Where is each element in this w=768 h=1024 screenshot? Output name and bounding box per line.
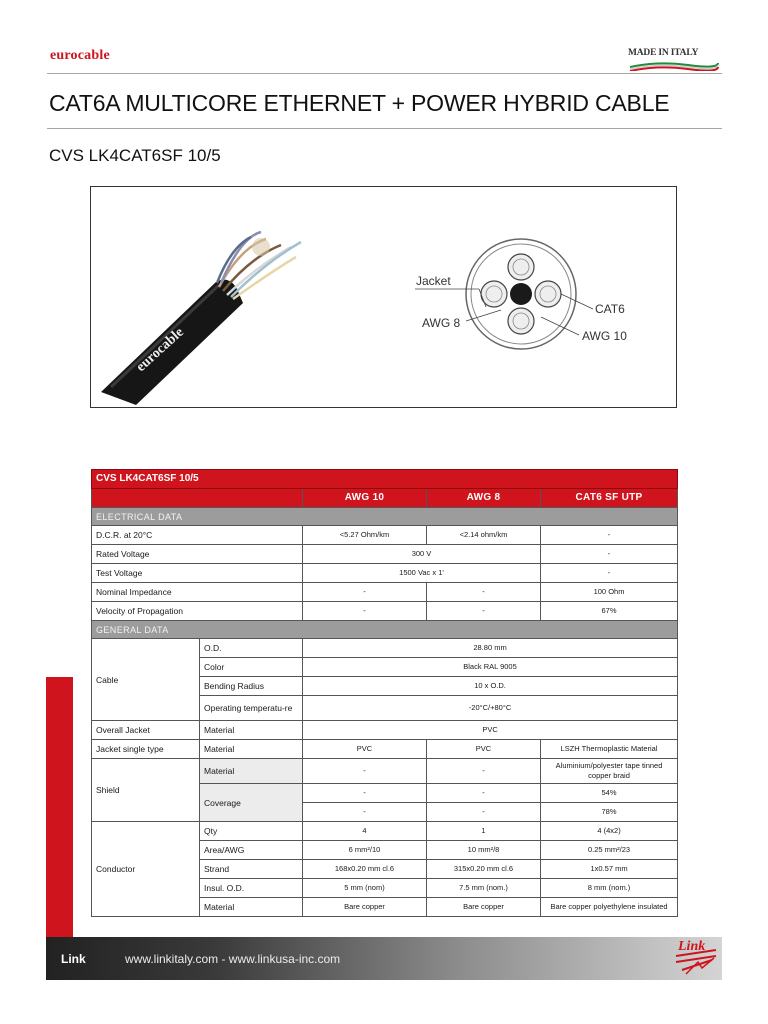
row-label: Material — [200, 759, 303, 784]
table-row — [92, 740, 678, 759]
cell-value: 10 mm²/8 — [427, 841, 541, 860]
table-row — [92, 759, 678, 784]
cell-value: - — [541, 545, 678, 564]
link-logo-text: Link — [678, 939, 706, 954]
cell-value: 8 mm (nom.) — [541, 879, 678, 898]
cell-value: 0.25 mm²/23 — [541, 841, 678, 860]
cell-value: 100 Ohm — [541, 583, 678, 602]
table-row — [92, 583, 678, 602]
italian-flag-swoosh-icon — [628, 59, 720, 71]
table-row — [92, 564, 678, 583]
row-sublabel: Material — [200, 721, 303, 740]
section-title: GENERAL DATA — [92, 621, 678, 639]
row-label: O.D. — [200, 639, 303, 658]
table-row — [92, 639, 678, 658]
cell-value: PVC — [427, 740, 541, 759]
cell-value: 6 mm²/10 — [303, 841, 427, 860]
section-row-electrical — [92, 508, 678, 526]
cell-value: PVC — [303, 721, 678, 740]
cell-value: 10 x O.D. — [303, 677, 678, 696]
column-header-blank — [92, 489, 303, 508]
section-row-general — [92, 621, 678, 639]
column-header-cat6: CAT6 SF UTP — [541, 489, 678, 508]
row-label: Insul. O.D. — [200, 879, 303, 898]
cable-print-text: eurocable — [133, 324, 187, 375]
table-row — [92, 822, 678, 841]
callout-cat6: CAT6 — [595, 302, 625, 316]
callout-awg8: AWG 8 — [422, 316, 461, 330]
cell-value: 168x0.20 mm cl.6 — [303, 860, 427, 879]
cell-value: LSZH Thermoplastic Material — [541, 740, 678, 759]
cell-value: - — [303, 784, 427, 803]
column-header-row — [92, 489, 678, 508]
cable-figure — [90, 186, 677, 408]
cell-value: - — [427, 759, 541, 784]
callout-jacket: Jacket — [416, 274, 451, 288]
cross-section-diagram — [466, 239, 576, 349]
row-label: Test Voltage — [92, 564, 303, 583]
cell-value: 7.5 mm (nom.) — [427, 879, 541, 898]
cell-value: 4 — [303, 822, 427, 841]
row-label: Area/AWG — [200, 841, 303, 860]
row-sublabel: Material — [200, 740, 303, 759]
row-label: Operating temperatu-re — [200, 696, 303, 721]
cell-value: - — [427, 784, 541, 803]
row-label: Strand — [200, 860, 303, 879]
row-label: Nominal Impedance — [92, 583, 303, 602]
row-label: Velocity of Propagation — [92, 602, 303, 621]
cell-value: PVC — [303, 740, 427, 759]
product-code: CVS LK4CAT6SF 10/5 — [49, 146, 221, 165]
specs-table — [91, 469, 678, 917]
group-label-shield: Shield — [92, 759, 200, 822]
row-label: Qty — [200, 822, 303, 841]
cell-value: - — [427, 803, 541, 822]
cell-value: - — [303, 583, 427, 602]
cell-value: 300 V — [303, 545, 541, 564]
cell-value: - — [427, 602, 541, 621]
row-label: Material — [200, 898, 303, 917]
cell-value: - — [541, 564, 678, 583]
table-title: CVS LK4CAT6SF 10/5 — [92, 470, 678, 489]
group-label-conductor: Conductor — [92, 822, 200, 917]
cell-value: - — [303, 602, 427, 621]
cell-value: Black RAL 9005 — [303, 658, 678, 677]
footer-websites-link[interactable]: www.linkitaly.com - www.linkusa-inc.com — [125, 952, 341, 966]
cell-value: 4 (4x2) — [541, 822, 678, 841]
callout-awg10: AWG 10 — [582, 329, 627, 343]
brand-logo: eurocable — [50, 48, 110, 63]
cell-value: Bare copper — [303, 898, 427, 917]
row-label: Coverage — [200, 784, 303, 822]
cell-value: 5 mm (nom) — [303, 879, 427, 898]
cell-value: 28.80 mm — [303, 639, 678, 658]
cell-value: <5.27 Ohm/km — [303, 526, 427, 545]
cell-value: - — [427, 583, 541, 602]
cell-value: Bare copper — [427, 898, 541, 917]
table-row — [92, 721, 678, 740]
cell-value: - — [541, 526, 678, 545]
page-title: CAT6A MULTICORE ETHERNET + POWER HYBRID CABLE — [49, 90, 670, 116]
section-title: ELECTRICAL DATA — [92, 508, 678, 526]
row-label: Rated Voltage — [92, 545, 303, 564]
cell-value: Bare copper polyethylene insulated — [541, 898, 678, 917]
cell-value: 1x0.57 mm — [541, 860, 678, 879]
cell-value: -20°C/+80°C — [303, 696, 678, 721]
header-divider — [47, 73, 722, 74]
cell-value: 1 — [427, 822, 541, 841]
side-accent-bar — [46, 677, 73, 937]
column-header-awg10: AWG 10 — [303, 489, 427, 508]
made-in-italy-logo — [628, 48, 720, 72]
cell-value: 1500 Vac x 1' — [303, 564, 541, 583]
cell-value: - — [303, 803, 427, 822]
cell-value: 54% — [541, 784, 678, 803]
cell-value: - — [303, 759, 427, 784]
cell-value: 315x0.20 mm cl.6 — [427, 860, 541, 879]
row-label: Jacket single type — [92, 740, 200, 759]
cable-photo — [101, 232, 301, 405]
cell-value: 67% — [541, 602, 678, 621]
column-header-awg8: AWG 8 — [427, 489, 541, 508]
row-label: Overall Jacket — [92, 721, 200, 740]
table-row — [92, 526, 678, 545]
group-label-cable: Cable — [92, 639, 200, 721]
row-label: D.C.R. at 20°C — [92, 526, 303, 545]
cell-value: Aluminium/polyester tape tinned copper braid — [541, 759, 678, 784]
table-row — [92, 602, 678, 621]
row-label: Bending Radius — [200, 677, 303, 696]
made-in-italy-text: MADE IN ITALY — [628, 48, 699, 58]
table-title-row — [92, 470, 678, 489]
footer-label: Link — [61, 952, 86, 966]
link-logo — [672, 930, 720, 980]
row-label: Color — [200, 658, 303, 677]
table-row — [92, 545, 678, 564]
title-divider — [47, 128, 722, 129]
cell-value: 78% — [541, 803, 678, 822]
cell-value: <2.14 ohm/km — [427, 526, 541, 545]
